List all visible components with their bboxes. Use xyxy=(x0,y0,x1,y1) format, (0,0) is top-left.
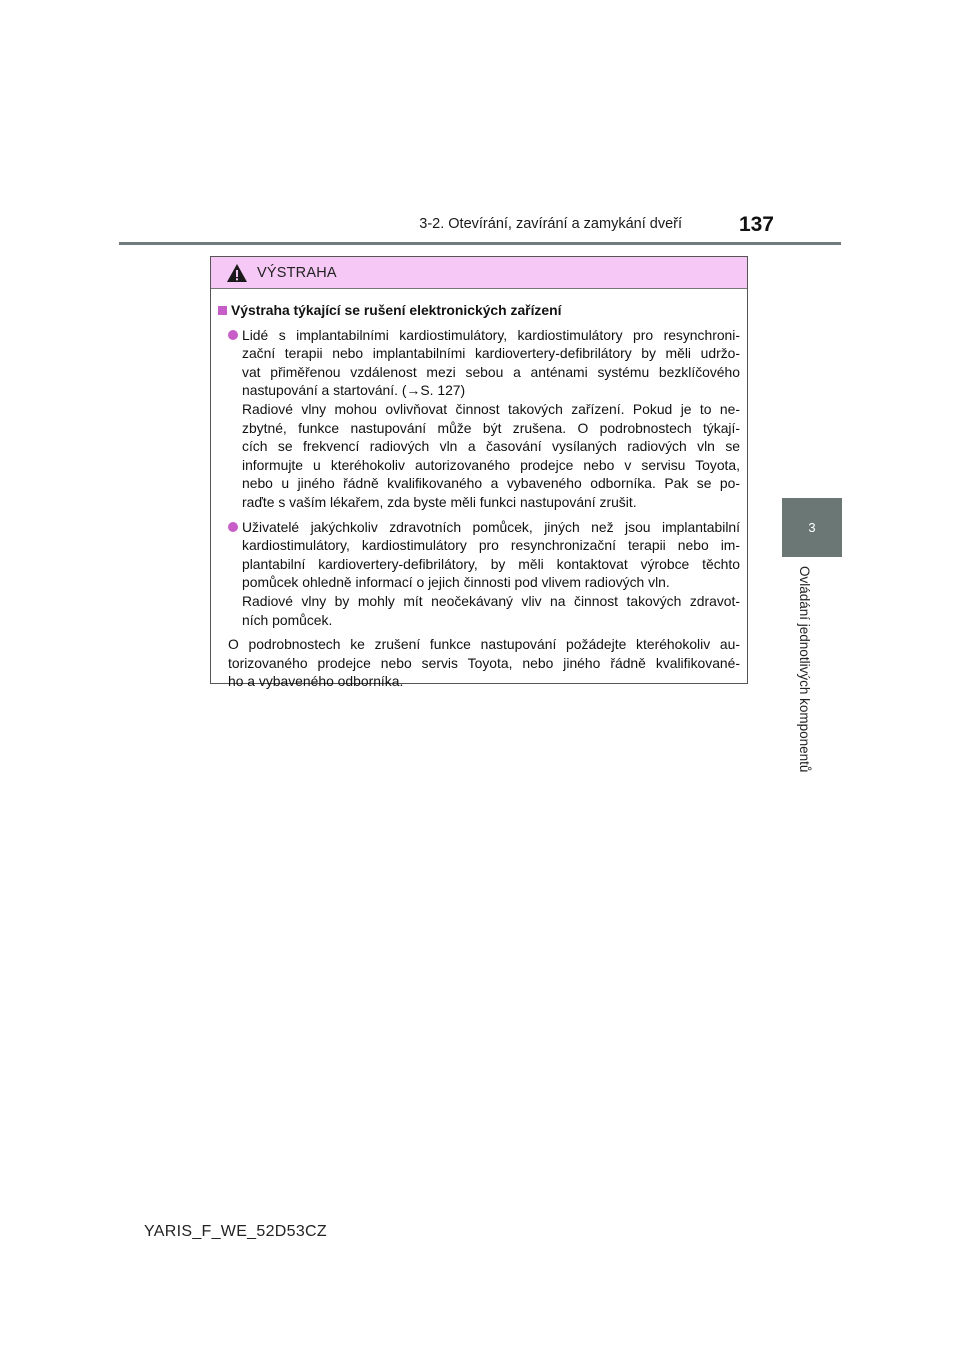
page-number: 137 xyxy=(738,213,774,236)
closing-paragraph xyxy=(218,635,740,691)
warning-triangle-icon xyxy=(226,263,248,283)
text-line: O podrobnostech ke zrušení funkce nastupování požádejte kteréhokoliv au- xyxy=(228,636,740,653)
chapter-tab[interactable] xyxy=(782,498,842,557)
text-line: informujte u kteréhokoliv autorizovaného prodejce nebo v servisu Toyota, xyxy=(242,456,740,473)
text-line: Uživatelé jakýchkoliv zdravotních pomůcek, jiných než jsou implantabilní xyxy=(242,518,740,535)
text-line: zbytné, funkce nastupování může být zrušena. O podrobnostech týkají- xyxy=(242,419,740,436)
list-item xyxy=(218,326,740,512)
text-line: vat přiměřenou vzdálenost mezi sebou a anténami systému bezklíčového xyxy=(242,363,740,380)
text-line: Lidé s implantabilními kardiostimulátory, kardiostimulátory pro resynchroni- xyxy=(242,326,740,343)
warning-body xyxy=(211,289,747,691)
document-code: YARIS_F_WE_52D53CZ xyxy=(144,1223,327,1240)
section-heading xyxy=(218,301,740,320)
warning-title: VÝSTRAHA xyxy=(257,264,337,281)
circle-bullet-icon xyxy=(228,330,238,340)
warning-box xyxy=(210,256,748,690)
text-line: ních pomůcek. xyxy=(242,611,333,628)
text-line: Radiové vlny by mohly mít neočekávaný vliv na činnost takových zdravot- xyxy=(242,592,740,609)
square-bullet-icon xyxy=(218,306,227,315)
text-line: raďte s vaším lékařem, zda byste měli funkci nastupování zrušit. xyxy=(242,493,637,510)
text-line: cích se frekvencí radiových vln a časování vysílaných radiových vln se xyxy=(242,438,740,455)
text-line: ho a vybaveného odborníka. xyxy=(228,673,404,690)
text-line: pomůcek ohledně informací o jejich činnosti pod vlivem radiových vln. xyxy=(242,574,670,591)
section-heading-text: Výstraha týkající se rušení elektronických zařízení xyxy=(231,302,562,318)
section-title: 3-2. Otevírání, zavírání a zamykání dveří xyxy=(419,216,682,232)
header-divider xyxy=(119,242,841,245)
chapter-number: 3 xyxy=(808,520,816,535)
text-line: zační terapii nebo implantabilními kardiovertery-defibrilátory by měli udržo- xyxy=(242,345,740,362)
warning-header xyxy=(211,257,747,289)
list-item xyxy=(218,518,740,630)
chapter-side-label: Ovládání jednotlivých komponentů xyxy=(797,566,812,773)
text-line: plantabilní kardiovertery-defibrilátory, by měli kontaktovat výrobce těchto xyxy=(242,555,740,572)
text-line: torizovaného prodejce nebo servis Toyota, nebo jiného řádně kvalifikované- xyxy=(228,654,740,671)
circle-bullet-icon xyxy=(228,522,238,532)
text-line: nebo u jiného řádně kvalifikovaného a vybaveného odborníka. Pak se po- xyxy=(242,475,740,492)
text-line: Radiové vlny mohou ovlivňovat činnost takových zařízení. Pokud je to ne- xyxy=(242,400,740,417)
text-line: nastupování a startování. (→S. 127) xyxy=(242,382,466,399)
text-line: kardiostimulátory, kardiostimulátory pro resynchronizační terapii nebo im- xyxy=(242,537,740,554)
